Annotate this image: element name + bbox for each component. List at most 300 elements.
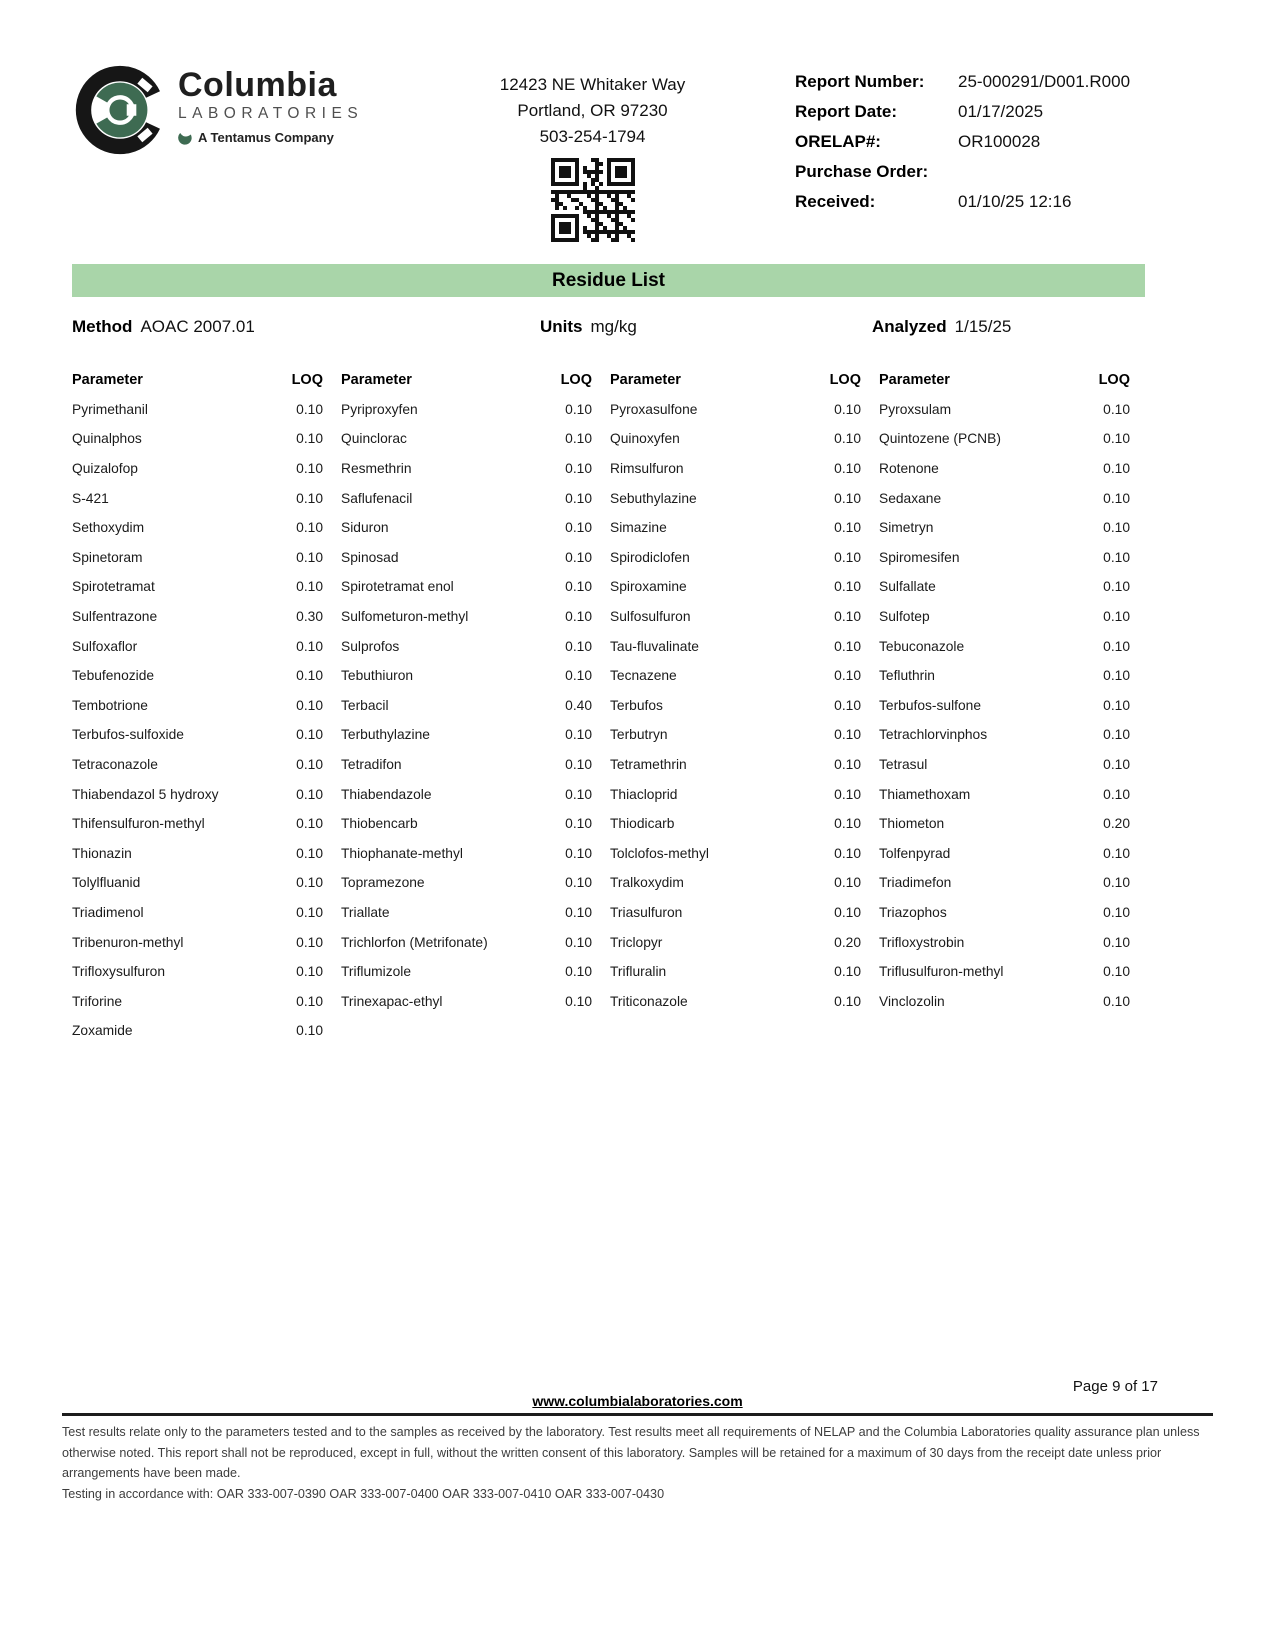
residue-header-row <box>72 365 323 395</box>
residue-header-row <box>341 365 592 395</box>
residue-row <box>72 868 323 898</box>
parameter-name: Simetryn <box>879 520 934 536</box>
residue-row <box>610 572 861 602</box>
parameter-name: Simazine <box>610 520 667 536</box>
residue-row <box>72 631 323 661</box>
loq-value: 0.20 <box>1103 816 1130 832</box>
residue-row <box>610 661 861 691</box>
loq-header: LOQ <box>829 371 861 388</box>
loq-value: 0.10 <box>565 549 592 565</box>
loq-value: 0.30 <box>296 609 323 625</box>
info-label-2: ORELAP#: <box>795 132 881 151</box>
loq-value: 0.10 <box>565 757 592 773</box>
loq-value: 0.10 <box>296 401 323 417</box>
parameter-name: Sulfallate <box>879 579 936 595</box>
parameter-name: Pyriproxyfen <box>341 401 418 417</box>
residue-row <box>879 898 1130 928</box>
loq-value: 0.10 <box>565 816 592 832</box>
loq-value: 0.10 <box>1103 490 1130 506</box>
parameter-name: Pyrimethanil <box>72 401 148 417</box>
residue-row <box>72 720 323 750</box>
loq-value: 0.10 <box>565 934 592 950</box>
parameter-name: Terbacil <box>341 697 389 713</box>
tentamus-leaf-icon <box>178 130 193 145</box>
disclaimer-text: Test results relate only to the parameters tested and to the samples as received by the laboratory. Test results meet all requirements of NELAP and the Columbia Laboratories quality assurance plan unless otherwise noted. This report shall not be reproduced, except in full, without the written consent of this laboratory. Samples will be retained for a maximum of 30 days from the receipt date unless prior arrangements have been made. <box>62 1425 1200 1480</box>
residue-row <box>610 513 861 543</box>
analyzed-value: 1/15/25 <box>954 317 1012 336</box>
method-label: Method <box>72 317 133 336</box>
parameter-name: Spirodiclofen <box>610 549 690 565</box>
residue-row <box>610 779 861 809</box>
loq-value: 0.10 <box>834 875 861 891</box>
address-line-3: 503-254-1794 <box>539 127 646 146</box>
parameter-name: Spinosad <box>341 549 399 565</box>
parameter-name: Tetramethrin <box>610 757 687 773</box>
residue-row <box>341 602 592 632</box>
address-line-1: 12423 NE Whitaker Way <box>499 75 686 94</box>
residue-row <box>341 424 592 454</box>
loq-value: 0.10 <box>834 816 861 832</box>
loq-value: 0.10 <box>296 964 323 980</box>
residue-row <box>879 809 1130 839</box>
parameter-name: Resmethrin <box>341 461 412 477</box>
units-cell <box>540 317 872 337</box>
loq-value: 0.40 <box>565 697 592 713</box>
parameter-name: Thiabendazole <box>341 786 432 802</box>
residue-row <box>72 809 323 839</box>
loq-value: 0.10 <box>565 904 592 920</box>
loq-value: 0.10 <box>834 609 861 625</box>
loq-value: 0.20 <box>834 934 861 950</box>
parameter-name: Triallate <box>341 904 390 920</box>
loq-value: 0.10 <box>296 845 323 861</box>
parameter-name: Tralkoxydim <box>610 875 684 891</box>
residue-row <box>879 513 1130 543</box>
loq-value: 0.10 <box>296 579 323 595</box>
parameter-name: Tau-fluvalinate <box>610 638 699 654</box>
residue-row <box>72 483 323 513</box>
parameter-name: Rimsulfuron <box>610 461 684 477</box>
parameter-name: Trinexapac-ethyl <box>341 993 443 1009</box>
loq-value: 0.10 <box>565 461 592 477</box>
loq-value: 0.10 <box>1103 461 1130 477</box>
parameter-name: Thiabendazol 5 hydroxy <box>72 786 219 802</box>
loq-value: 0.10 <box>834 668 861 684</box>
residue-row <box>879 986 1130 1016</box>
loq-value: 0.10 <box>1103 609 1130 625</box>
loq-value: 0.10 <box>834 461 861 477</box>
parameter-name: Tecnazene <box>610 668 677 684</box>
parameter-name: Triazophos <box>879 904 947 920</box>
parameter-name: Trifluralin <box>610 964 667 980</box>
residue-row <box>72 957 323 987</box>
residue-row <box>72 986 323 1016</box>
units-label: Units <box>540 317 583 336</box>
residue-row <box>879 720 1130 750</box>
residue-row <box>879 543 1130 573</box>
loq-value: 0.10 <box>296 520 323 536</box>
parameter-name: Thiophanate-methyl <box>341 845 463 861</box>
loq-value: 0.10 <box>834 757 861 773</box>
parameter-name: Quizalofop <box>72 461 138 477</box>
loq-value: 0.10 <box>565 964 592 980</box>
parameter-name: Zoxamide <box>72 1023 133 1039</box>
loq-value: 0.10 <box>1103 668 1130 684</box>
loq-value: 0.10 <box>565 520 592 536</box>
residue-header-row <box>610 365 861 395</box>
info-value-2: OR100028 <box>958 132 1041 151</box>
parameter-name: Sulfosulfuron <box>610 609 691 625</box>
address-line-2: Portland, OR 97230 <box>517 101 668 120</box>
loq-value: 0.10 <box>565 875 592 891</box>
loq-value: 0.10 <box>1103 579 1130 595</box>
info-value-0: 25-000291/D001.R000 <box>958 72 1131 91</box>
parameter-name: Sulfometuron-methyl <box>341 609 469 625</box>
parameter-name: Thiodicarb <box>610 816 675 832</box>
loq-value: 0.10 <box>1103 757 1130 773</box>
loq-value: 0.10 <box>834 638 861 654</box>
parameter-header: Parameter <box>879 371 950 388</box>
residue-column-4 <box>879 365 1130 1046</box>
residue-row <box>341 395 592 425</box>
residue-row <box>72 1016 323 1046</box>
parameter-name: Tembotrione <box>72 697 148 713</box>
loq-value: 0.10 <box>1103 727 1130 743</box>
residue-row <box>341 691 592 721</box>
parameter-name: Pyroxasulfone <box>610 401 698 417</box>
residue-row <box>879 927 1130 957</box>
parameter-name: Trichlorfon (Metrifonate) <box>341 934 488 950</box>
parameter-name: Tefluthrin <box>879 668 935 684</box>
loq-value: 0.10 <box>565 668 592 684</box>
loq-value: 0.10 <box>1103 549 1130 565</box>
lab-address <box>390 62 795 242</box>
parameter-name: Terbufos <box>610 697 663 713</box>
loq-value: 0.10 <box>1103 431 1130 447</box>
report-info <box>795 62 1215 242</box>
parameter-name: Rotenone <box>879 461 939 477</box>
parameter-name: Terbufos-sulfone <box>879 697 982 713</box>
residue-row <box>341 927 592 957</box>
parameter-name: Topramezone <box>341 875 425 891</box>
residue-row <box>341 631 592 661</box>
residue-row <box>341 572 592 602</box>
loq-value: 0.10 <box>296 431 323 447</box>
loq-value: 0.10 <box>565 431 592 447</box>
residue-row <box>879 631 1130 661</box>
residue-row <box>72 543 323 573</box>
residue-column-2 <box>341 365 592 1046</box>
method-cell <box>72 317 540 337</box>
parameter-name: Tebufenozide <box>72 668 155 684</box>
residue-column-3 <box>610 365 861 1046</box>
loq-value: 0.10 <box>296 875 323 891</box>
residue-row <box>72 424 323 454</box>
parameter-name: Tolylfluanid <box>72 875 141 891</box>
residue-row <box>610 631 861 661</box>
loq-value: 0.10 <box>834 786 861 802</box>
parameter-name: Terbutryn <box>610 727 668 743</box>
parameter-name: Tolfenpyrad <box>879 845 951 861</box>
parameter-name: Thiacloprid <box>610 786 678 802</box>
residue-row <box>72 661 323 691</box>
loq-value: 0.10 <box>565 727 592 743</box>
residue-row <box>72 513 323 543</box>
loq-value: 0.10 <box>296 549 323 565</box>
residue-row <box>610 720 861 750</box>
parameter-name: Triadimefon <box>879 875 952 891</box>
loq-value: 0.10 <box>834 520 861 536</box>
parameter-name: Pyroxsulam <box>879 401 952 417</box>
parameter-name: Tetraconazole <box>72 757 158 773</box>
loq-value: 0.10 <box>1103 520 1130 536</box>
residue-row <box>610 927 861 957</box>
residue-header-row <box>879 365 1130 395</box>
parameter-name: Triasulfuron <box>610 904 683 920</box>
residue-row <box>72 839 323 869</box>
parameter-name: Trifloxystrobin <box>879 934 965 950</box>
parameter-name: Spinetoram <box>72 549 143 565</box>
meta-row <box>72 317 1145 337</box>
loq-value: 0.10 <box>296 786 323 802</box>
residue-row <box>879 424 1130 454</box>
units-value: mg/kg <box>590 317 637 336</box>
loq-value: 0.10 <box>834 964 861 980</box>
logo-brand: Columbia <box>178 66 337 104</box>
residue-row <box>879 839 1130 869</box>
loq-value: 0.10 <box>565 579 592 595</box>
parameter-name: Spiroxamine <box>610 579 687 595</box>
info-value-3 <box>958 162 1215 182</box>
website-link[interactable]: www.columbialaboratories.com <box>532 1393 743 1409</box>
parameter-name: Siduron <box>341 520 389 536</box>
loq-value: 0.10 <box>1103 638 1130 654</box>
method-value: AOAC 2007.01 <box>140 317 255 336</box>
parameter-name: Trifloxysulfuron <box>72 964 166 980</box>
loq-value: 0.10 <box>1103 934 1130 950</box>
loq-header: LOQ <box>291 371 323 388</box>
tagline-text: A Tentamus Company <box>198 130 334 145</box>
loq-value: 0.10 <box>834 697 861 713</box>
info-label-0: Report Number: <box>795 72 925 91</box>
loq-value: 0.10 <box>834 549 861 565</box>
residue-row <box>610 809 861 839</box>
parameter-name: Tetrasul <box>879 757 928 773</box>
parameter-name: Triclopyr <box>610 934 663 950</box>
analyzed-label: Analyzed <box>872 317 947 336</box>
loq-value: 0.10 <box>1103 845 1130 861</box>
loq-value: 0.10 <box>1103 786 1130 802</box>
residue-row <box>72 454 323 484</box>
loq-value: 0.10 <box>1103 964 1130 980</box>
logo-tagline <box>178 130 363 145</box>
loq-value: 0.10 <box>565 490 592 506</box>
parameter-name: Triflusulfuron-methyl <box>879 964 1004 980</box>
info-value-1: 01/17/2025 <box>958 102 1044 121</box>
parameter-name: Sulfotep <box>879 609 930 625</box>
loq-value: 0.10 <box>296 727 323 743</box>
section-banner: Residue List <box>72 264 1145 297</box>
residue-row <box>879 868 1130 898</box>
info-label-3: Purchase Order: <box>795 162 929 181</box>
residue-row <box>610 839 861 869</box>
page-number: Page 9 of 17 <box>1072 1378 1158 1395</box>
report-footer <box>62 1378 1213 1504</box>
parameter-name: Quinclorac <box>341 431 407 447</box>
parameter-name: Quintozene (PCNB) <box>879 431 1001 447</box>
residue-row <box>879 957 1130 987</box>
residue-row <box>341 957 592 987</box>
loq-value: 0.10 <box>296 668 323 684</box>
parameter-name: Sebuthylazine <box>610 490 697 506</box>
residue-row <box>72 779 323 809</box>
loq-value: 0.10 <box>296 461 323 477</box>
loq-value: 0.10 <box>565 993 592 1009</box>
residue-row <box>610 543 861 573</box>
residue-row <box>341 720 592 750</box>
residue-row <box>610 868 861 898</box>
residue-row <box>341 543 592 573</box>
loq-value: 0.10 <box>834 579 861 595</box>
parameter-name: Quinoxyfen <box>610 431 680 447</box>
loq-value: 0.10 <box>834 845 861 861</box>
residue-row <box>72 927 323 957</box>
loq-value: 0.10 <box>1103 697 1130 713</box>
loq-value: 0.10 <box>565 609 592 625</box>
parameter-name: Thiometon <box>879 816 945 832</box>
residue-row <box>72 898 323 928</box>
parameter-header: Parameter <box>72 371 143 388</box>
residue-column-1 <box>72 365 323 1046</box>
residue-row <box>341 454 592 484</box>
residue-row <box>610 750 861 780</box>
residue-row <box>610 986 861 1016</box>
parameter-name: S-421 <box>72 490 109 506</box>
info-label-4: Received: <box>795 192 876 211</box>
loq-value: 0.10 <box>834 993 861 1009</box>
residue-row <box>72 602 323 632</box>
loq-value: 0.10 <box>1103 875 1130 891</box>
loq-value: 0.10 <box>296 1023 323 1039</box>
residue-row <box>72 750 323 780</box>
parameter-name: Tebuthiuron <box>341 668 414 684</box>
residue-row <box>72 395 323 425</box>
residue-row <box>341 839 592 869</box>
residue-row <box>72 572 323 602</box>
residue-row <box>341 809 592 839</box>
residue-row <box>879 483 1130 513</box>
loq-value: 0.10 <box>296 697 323 713</box>
parameter-name: Triadimenol <box>72 904 144 920</box>
analyzed-cell <box>872 317 1145 337</box>
loq-value: 0.10 <box>565 786 592 802</box>
loq-value: 0.10 <box>296 757 323 773</box>
residue-row <box>341 898 592 928</box>
residue-row <box>610 483 861 513</box>
parameter-name: Spirotetramat enol <box>341 579 454 595</box>
parameter-name: Tetrachlorvinphos <box>879 727 988 743</box>
loq-value: 0.10 <box>1103 904 1130 920</box>
loq-value: 0.10 <box>296 490 323 506</box>
loq-value: 0.10 <box>834 401 861 417</box>
parameter-name: Saflufenacil <box>341 490 413 506</box>
columbia-logo-icon <box>72 62 168 158</box>
parameter-name: Tribenuron-methyl <box>72 934 184 950</box>
parameter-name: Triforine <box>72 993 123 1009</box>
info-label-1: Report Date: <box>795 102 898 121</box>
loq-value: 0.10 <box>834 727 861 743</box>
residue-row <box>879 395 1130 425</box>
loq-header: LOQ <box>1098 371 1130 388</box>
residue-row <box>341 661 592 691</box>
residue-row <box>879 750 1130 780</box>
parameter-name: Sethoxydim <box>72 520 145 536</box>
parameter-name: Spirotetramat <box>72 579 155 595</box>
residue-row <box>341 513 592 543</box>
logo-subtitle: LABORATORIES <box>178 105 364 122</box>
parameter-name: Sulfoxaflor <box>72 638 138 654</box>
parameter-name: Thiamethoxam <box>879 786 971 802</box>
residue-row <box>72 691 323 721</box>
residue-row <box>341 750 592 780</box>
residue-row <box>879 572 1130 602</box>
parameter-name: Sulfentrazone <box>72 609 158 625</box>
parameter-name: Sedaxane <box>879 490 942 506</box>
loq-value: 0.10 <box>834 431 861 447</box>
residue-row <box>879 602 1130 632</box>
loq-value: 0.10 <box>834 490 861 506</box>
loq-value: 0.10 <box>296 934 323 950</box>
accordance-text: Testing in accordance with: OAR 333-007-0390 OAR 333-007-0400 OAR 333-007-0410 OAR 333-007-0430 <box>62 1486 665 1501</box>
residue-row <box>879 454 1130 484</box>
parameter-name: Vinclozolin <box>879 993 945 1009</box>
loq-value: 0.10 <box>1103 993 1130 1009</box>
loq-value: 0.10 <box>834 904 861 920</box>
parameter-name: Terbuthylazine <box>341 727 430 743</box>
loq-header: LOQ <box>560 371 592 388</box>
info-value-4: 01/10/25 12:16 <box>958 192 1072 211</box>
loq-value: 0.10 <box>565 845 592 861</box>
loq-value: 0.10 <box>1103 401 1130 417</box>
residue-row <box>610 395 861 425</box>
footer-divider <box>62 1413 1213 1416</box>
loq-value: 0.10 <box>565 638 592 654</box>
loq-value: 0.10 <box>296 904 323 920</box>
parameter-header: Parameter <box>610 371 681 388</box>
parameter-name: Quinalphos <box>72 431 142 447</box>
logo-text <box>178 62 363 145</box>
parameter-name: Thionazin <box>72 845 132 861</box>
parameter-name: Triflumizole <box>341 964 412 980</box>
parameter-name: Tebuconazole <box>879 638 965 654</box>
residue-row <box>610 691 861 721</box>
parameter-name: Tetradifon <box>341 757 402 773</box>
parameter-name: Triticonazole <box>610 993 688 1009</box>
parameter-name: Thiobencarb <box>341 816 418 832</box>
residue-row <box>610 454 861 484</box>
parameter-header: Parameter <box>341 371 412 388</box>
loq-value: 0.10 <box>296 816 323 832</box>
report-header <box>0 0 1275 242</box>
residue-row <box>879 779 1130 809</box>
parameter-name: Sulprofos <box>341 638 400 654</box>
loq-value: 0.10 <box>565 401 592 417</box>
loq-value: 0.10 <box>296 638 323 654</box>
residue-row <box>610 424 861 454</box>
company-logo <box>72 62 390 242</box>
residue-row <box>341 779 592 809</box>
residue-row <box>879 691 1130 721</box>
